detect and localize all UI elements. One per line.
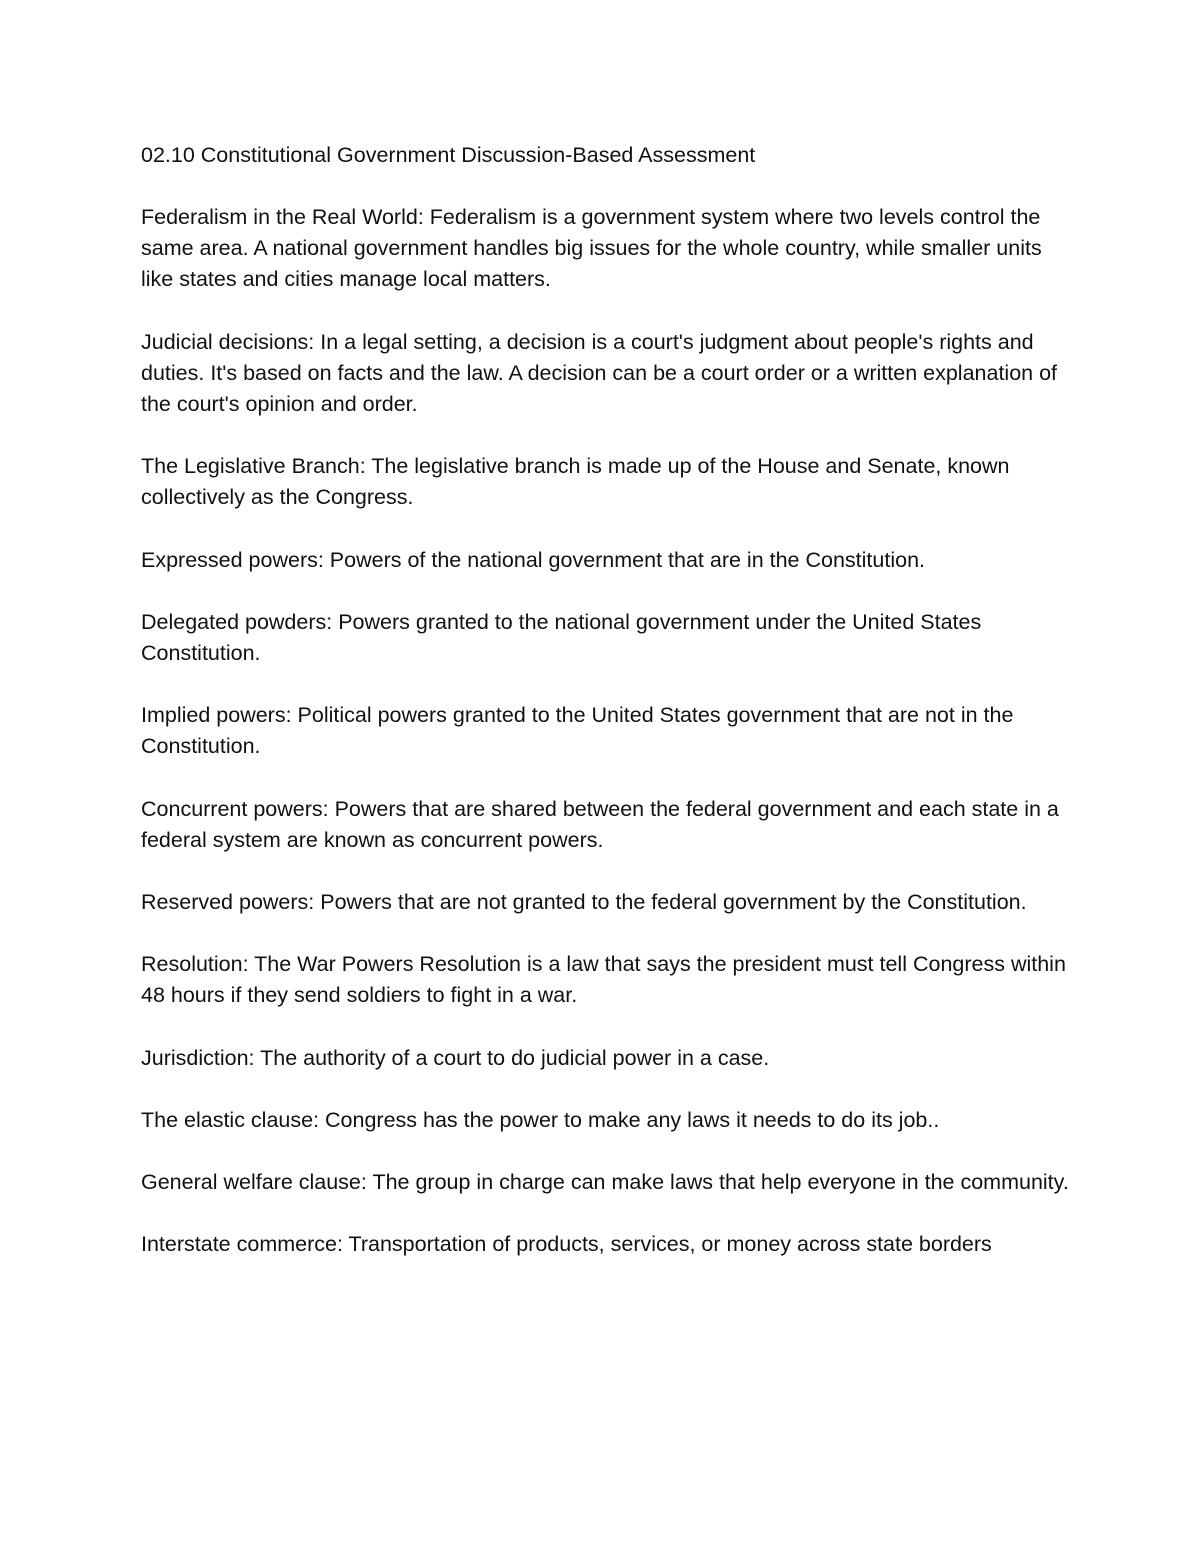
- entry-federalism: Federalism in the Real World: Federalism is a government system where two levels control the same area. A national government handles big issues for the whole country, while smaller units like states and cities manage local matters.: [141, 205, 1042, 292]
- entry-expressed-powers: Expressed powers: Powers of the national government that are in the Constitution.: [141, 547, 925, 572]
- entry-reserved-powers: Reserved powers: Powers that are not granted to the federal government by the Constitution.: [141, 890, 1027, 915]
- document-title: 02.10 Constitutional Government Discussion-Based Assessment: [141, 143, 756, 167]
- entry-general-welfare-clause: General welfare clause: The group in charge can make laws that help everyone in the community.: [141, 1170, 1069, 1195]
- entry-jurisdiction: Jurisdiction: The authority of a court to do judicial power in a case.: [141, 1045, 770, 1070]
- entry-delegated-powers: Delegated powders: Powers granted to the national government under the United States Constitution.: [141, 609, 982, 666]
- entry-implied-powers: Implied powers: Political powers granted to the United States government that are not in the Constitution.: [141, 703, 1014, 759]
- entry-elastic-clause: The elastic clause: Congress has the power to make any laws it needs to do its job..: [141, 1107, 940, 1132]
- entry-interstate-commerce: Interstate commerce: Transportation of products, services, or money across state borders: [141, 1232, 992, 1257]
- entry-legislative-branch: The Legislative Branch: The legislative branch is made up of the House and Senate, known collectively as the Congress.: [141, 454, 1010, 510]
- document-page: [141, 140, 1071, 1291]
- entry-concurrent-powers: Concurrent powers: Powers that are shared between the federal government and each state in a federal system are known as concurrent powers.: [141, 796, 1059, 852]
- entry-resolution: Resolution: The War Powers Resolution is a law that says the president must tell Congress within 48 hours if they send soldiers to fight in a war.: [141, 952, 1066, 1008]
- entry-judicial-decisions: Judicial decisions: In a legal setting, a decision is a court's judgment about people's rights and duties. It's based on facts and the law. A decision can be a court order or a written explanation of the court's opinion and order.: [141, 329, 1058, 417]
